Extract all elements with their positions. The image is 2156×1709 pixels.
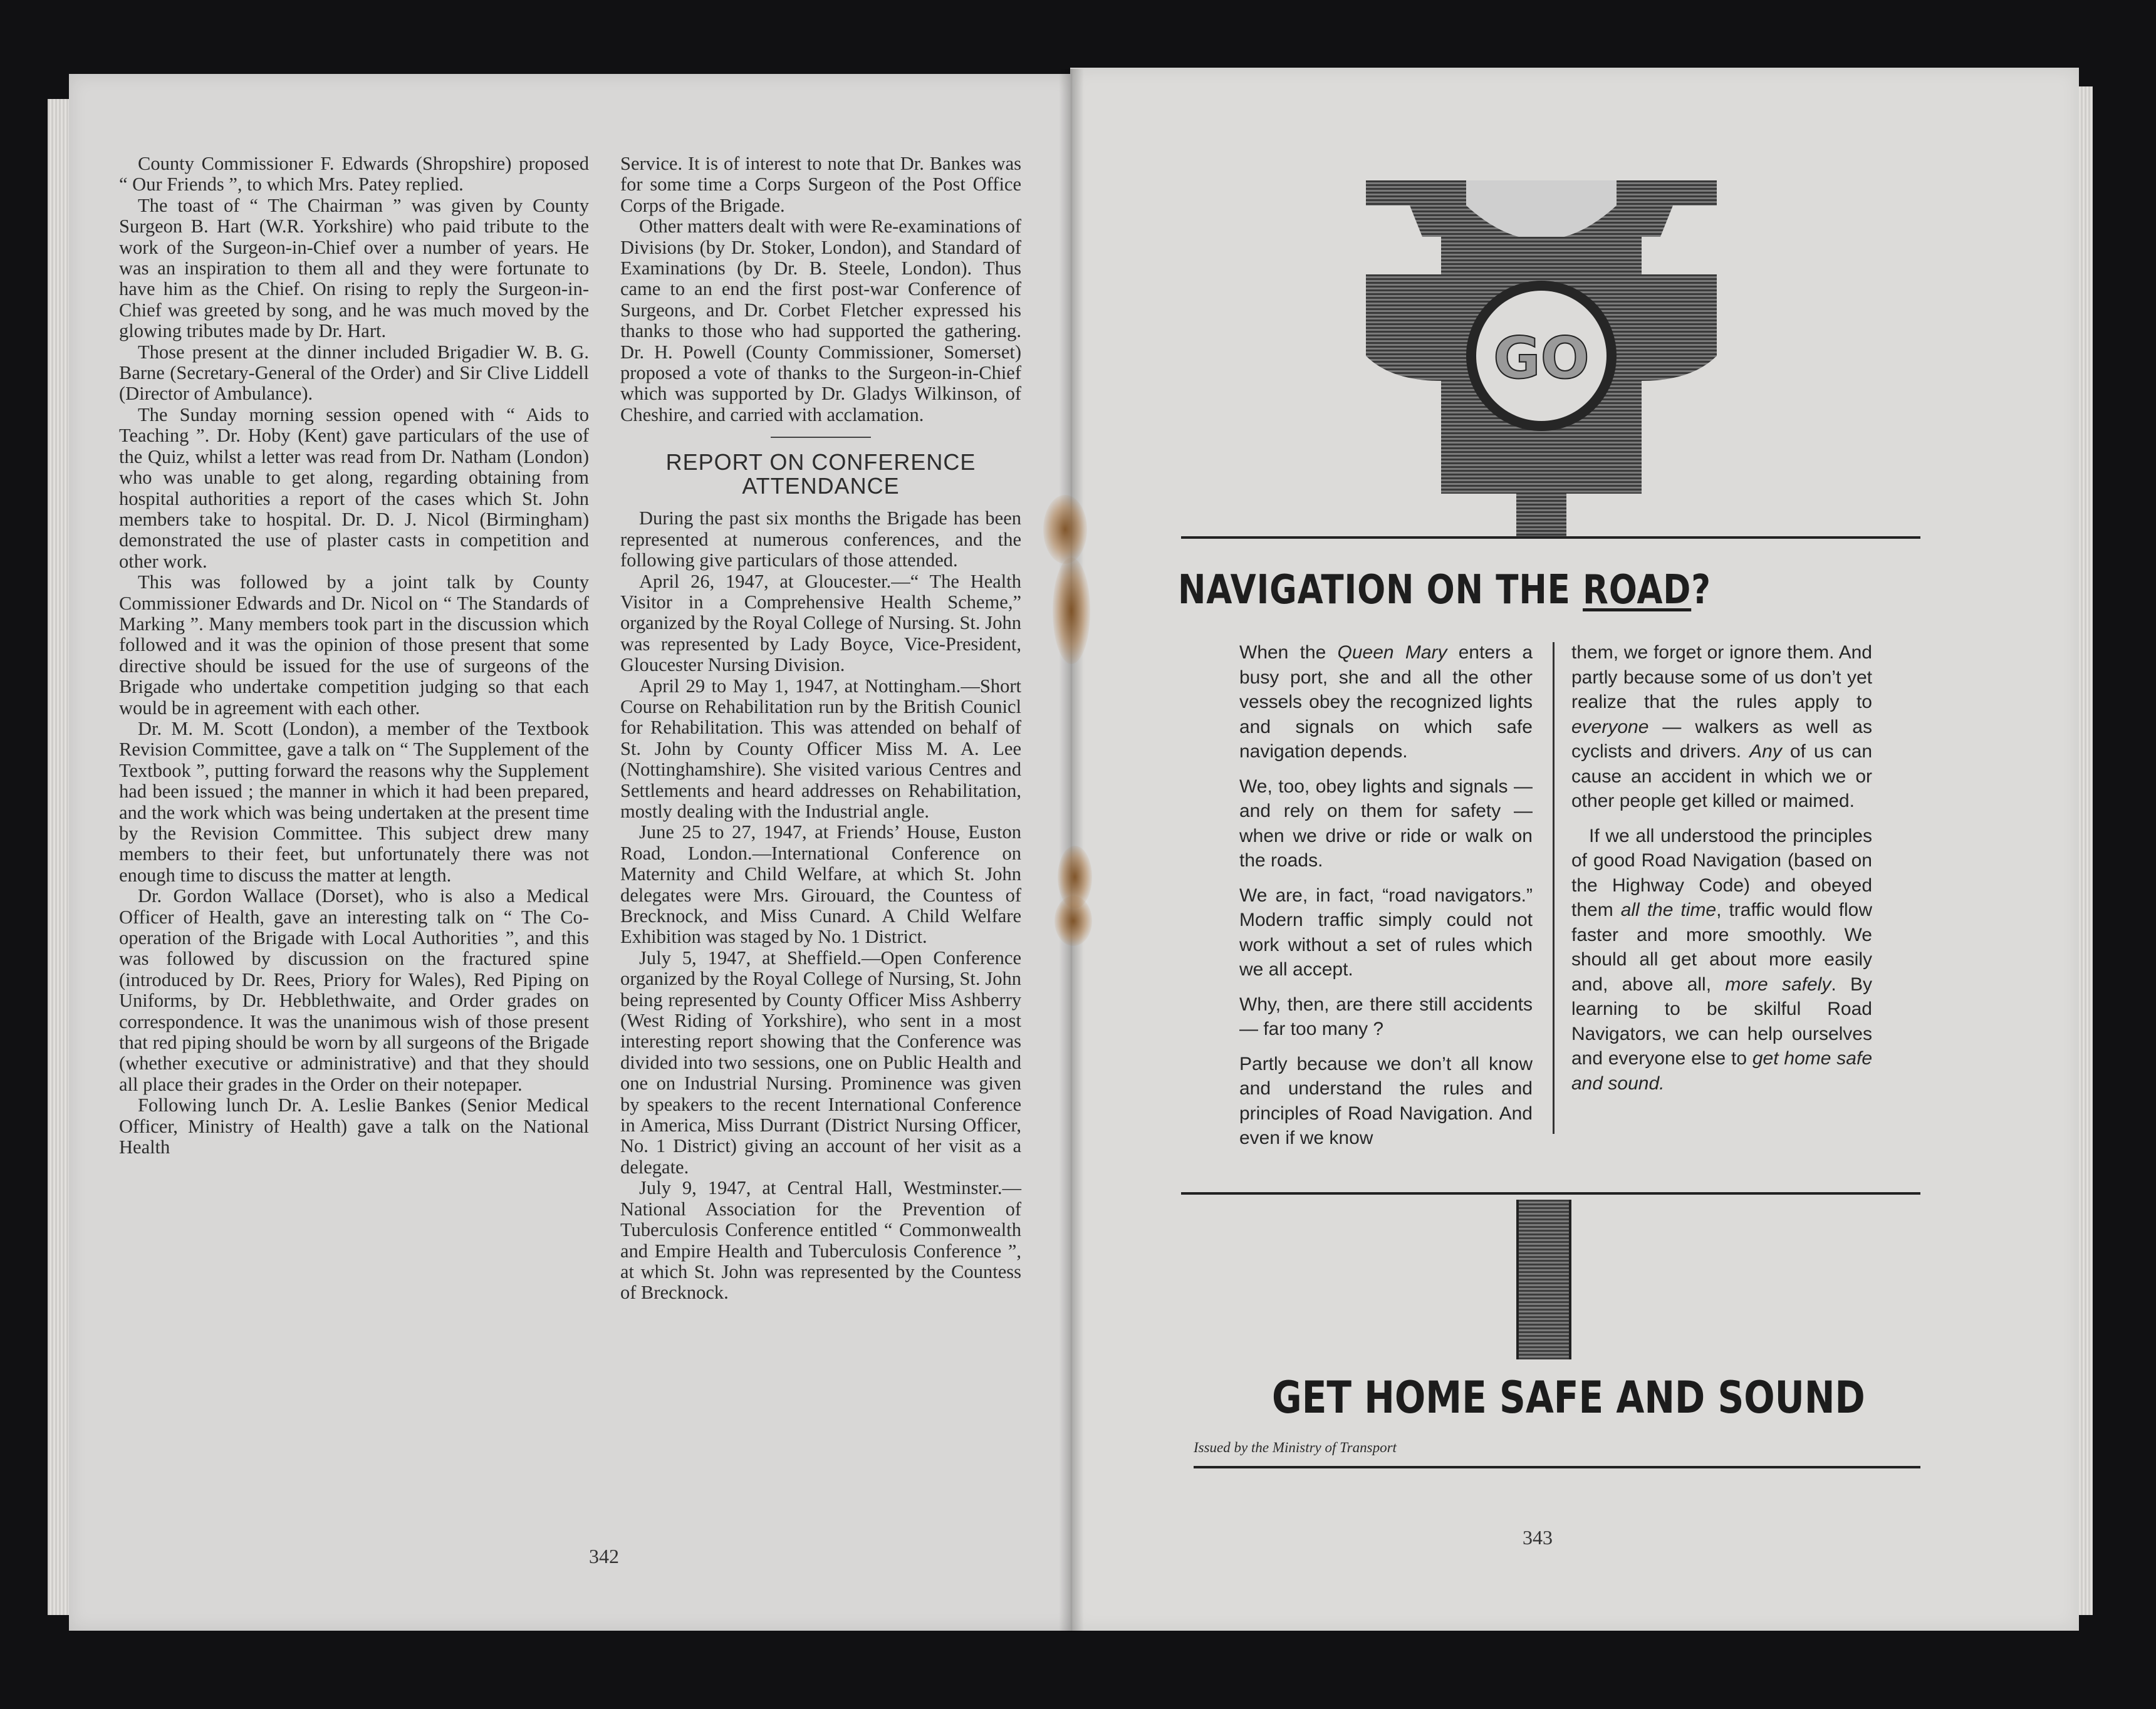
signal-pole — [1516, 494, 1566, 538]
traffic-light-illustration — [1366, 180, 1717, 538]
paragraph: Those present at the dinner included Brigadier W. B. G. Barne (Secretary-General of the Order) and Sir Clive Liddell (Director of Ambulance). — [119, 341, 589, 405]
paragraph: Dr. Gordon Wallace (Dorset), who is also a Medical Officer of Health, gave an interesting talk on “ The Co-operation of the Brigade with Local Authorities ”, and this was followed by discussion on the fractured spine (introduced by Dr. Rees, Priory for Wales), Red Piping on Uniforms, by Dr. Hebblethwaite, and Order grades on correspondence. It was the unanimous wish of those present that red piping should be worn by all surgeons of the Brigade (whether executive or administrative) and that they should all place their grades in the Order on their notepaper. — [119, 885, 589, 1095]
page-number-left: 342 — [589, 1545, 619, 1567]
headline-road: ROAD — [1583, 567, 1692, 613]
paragraph: When the Queen Mary enters a busy port, she and all the other vessels obey the recognized lights and signals on which safe navigation depends. — [1239, 642, 1533, 762]
paragraph: Dr. M. M. Scott (London), a member of the Textbook Revision Committee, gave a talk on “ The Supplement of the Textbook ”, putting forward the reasons why the Supplement had been issued ; the manner in which it had been prepared, and the work which was being undertaken at the present time by the Revision Committee. This subject drew many members to their feet, but unfortunately there was not enough time to discuss the matter at length. — [119, 717, 589, 886]
top-rule — [1181, 536, 1920, 539]
paragraph: June 25 to 27, 1947, at Friends’ House, Euston Road, London.—International Conference on Maternity and Child Welfare, at which St. John delegates were Mrs. Girouard, the Countess of Brecknock, and Miss Cunard. A Child Welfare Exhibition was staged by No. 1 District. — [620, 821, 1021, 948]
ad-slogan: GET HOME SAFE AND SOUND — [1272, 1372, 1865, 1423]
page-edges — [2079, 86, 2093, 1615]
signal-wing-right — [1642, 274, 1717, 381]
paragraph: July 5, 1947, at Sheffield.—Open Conference organized by the Royal College of Nursing, St. John being represented by County Officer Miss Ashberry (West Riding of Yorkshire), who sent in a most interesting report showing that the Conference was divided into two sessions, one on Public Health and one on Industrial Nursing. Prominence was given by speakers to the recent International Conference in America, Miss Durrant (District Nursing Officer, No. 1 District) giving an account of her visit as a delegate. — [620, 947, 1021, 1178]
signal-pole-lower — [1516, 1200, 1571, 1359]
paragraph: We, too, obey lights and signals — and rely on them for safety — when we drive or ride or walk on the roads. — [1239, 776, 1533, 871]
water-stain — [1055, 896, 1092, 946]
article-column-1 — [119, 153, 589, 1158]
water-stain — [1053, 558, 1090, 664]
paragraph: Why, then, are there still accidents — far too many ? — [1239, 994, 1533, 1039]
section-divider — [771, 437, 871, 438]
article-column-2 — [620, 153, 1021, 1304]
water-stain — [1043, 495, 1087, 564]
page-edges — [48, 99, 69, 1615]
paragraph: During the past six months the Brigade has been represented at numerous conferences, and the following give particulars of those attended. — [620, 507, 1021, 571]
paragraph: Following lunch Dr. A. Leslie Bankes (Senior Medical Officer, Ministry of Health) gave a talk on the National Health — [119, 1094, 589, 1158]
paragraph: April 26, 1947, at Gloucester.—“ The Health Visitor in a Comprehensive Health Scheme,” organized by the Royal College of Nursing. St. John was represented by Lady Boyce, Vice-President, Gloucester Nursing Division. — [620, 570, 1021, 676]
ad-column-2 — [1571, 640, 1872, 1106]
paragraph: This was followed by a joint talk by County Commissioner Edwards and Dr. Nicol on “ The Standards of Marking ”. Many members took part in the discussion which followed and it was the opinion of those present that some directive should be issued for the use of surgeons of the Brigade who undertake competition judging so that each would be in agreement with each other. — [119, 571, 589, 719]
middle-rule — [1181, 1192, 1920, 1195]
column-divider — [1553, 642, 1555, 1134]
issuer-credit: Issued by the Ministry of Transport — [1194, 1440, 1397, 1455]
section-heading: REPORT ON CONFERENCE ATTENDANCE — [665, 449, 976, 499]
paragraph: The toast of “ The Chairman ” was given by County Surgeon B. Hart (W.R. Yorkshire) who paid tribute to the work of the Surgeon-in-Chief over a number of years. He was an inspiration to them all and they were fortunate to have him as the Chief. On rising to reply the Surgeon-in-Chief was greeted by song, and he was much moved by the glowing tributes made by Dr. Hart. — [119, 194, 589, 342]
signal-wing-left — [1366, 274, 1441, 381]
page-number-right: 343 — [1523, 1526, 1553, 1549]
paragraph: April 29 to May 1, 1947, at Nottingham.—Short Course on Rehabilitation run by the British Counicl for Rehabilitation. This was attended on behalf of St. John by County Officer Miss M. A. Lee (Nottinghamshire). She visited various Centres and Settlements and heard addresses on Rehabilitation, mostly dealing with the Industrial angle. — [620, 675, 1021, 822]
paragraph: Other matters dealt with were Re-examinations of Divisions (by Dr. Stoker, London), and Standard of Examinations (by Dr. B. Steele, London). Thus came to an end the first post-war Conference of Surgeons, and Dr. Corbet Fletcher expressed his thanks to those who had supported the gathering. Dr. H. Powell (County Commissioner, Somerset) proposed a vote of thanks to the Surgeon-in-Chief which was supported by Dr. Gladys Wilkinson, of Cheshire, and carried with acclamation. — [620, 216, 1021, 425]
paragraph: them, we forget or ignore them. And partly because some of us don’t yet realize that the rules apply to everyone — walkers as well as cyclists and drivers. Any of us can cause an accident in which we or other people get killed or maimed. — [1571, 642, 1873, 811]
ship-name: Queen Mary — [1337, 642, 1447, 663]
paragraph: We are, in fact, “road navigators.” Modern traffic simply could not work without a set of rules which we all accept. — [1239, 885, 1533, 980]
paragraph: County Commissioner F. Edwards (Shropshire) proposed “ Our Friends ”, to which Mrs. Patey replied. — [119, 153, 589, 195]
paragraph: Partly because we don’t all know and understand the rules and principles of Road Navigation. And even if we know — [1239, 1053, 1533, 1148]
go-sign-text: GO — [1493, 325, 1590, 392]
paragraph: The Sunday morning session opened with “ Aids to Teaching ”. Dr. Hoby (Kent) gave particulars of the use of the Quiz, whilst a letter was read from Dr. Natham (London) who was unable to get along, regarding obtaining from hospital authorities a report of the cases which St. John members take to hospital. Dr. D. J. Nicol (Birmingham) demonstrated the use of plaster casts in competition and other work. — [119, 403, 589, 572]
ad-headline — [1178, 567, 1802, 613]
paragraph: July 9, 1947, at Central Hall, Westminster.—National Association for the Prevention of Tuberculosis Conference entitled “ Commonwealth and Empire Health and Tuberculosis Conference ”, at which St. John was represented by the Countess of Brecknock. — [620, 1177, 1021, 1304]
bottom-rule — [1194, 1466, 1920, 1468]
paragraph: Service. It is of interest to note that Dr. Bankes was for some time a Corps Surgeon of the Post Office Corps of the Brigade. — [620, 153, 1021, 216]
paragraph: If we all understood the principles of good Road Navigation (based on the Highway Code) and obeyed them all the time, traffic would flow faster and more smoothly. We should all get about more easily and, above all, more safely. By learning to be skilful Road Navigators, we can help ourselves and everyone else to get home safe and sound. — [1571, 825, 1872, 1094]
headline-question: ? — [1691, 567, 1711, 613]
ad-column-1 — [1239, 640, 1533, 1161]
headline-text: NAVIGATION ON THE — [1178, 567, 1583, 613]
